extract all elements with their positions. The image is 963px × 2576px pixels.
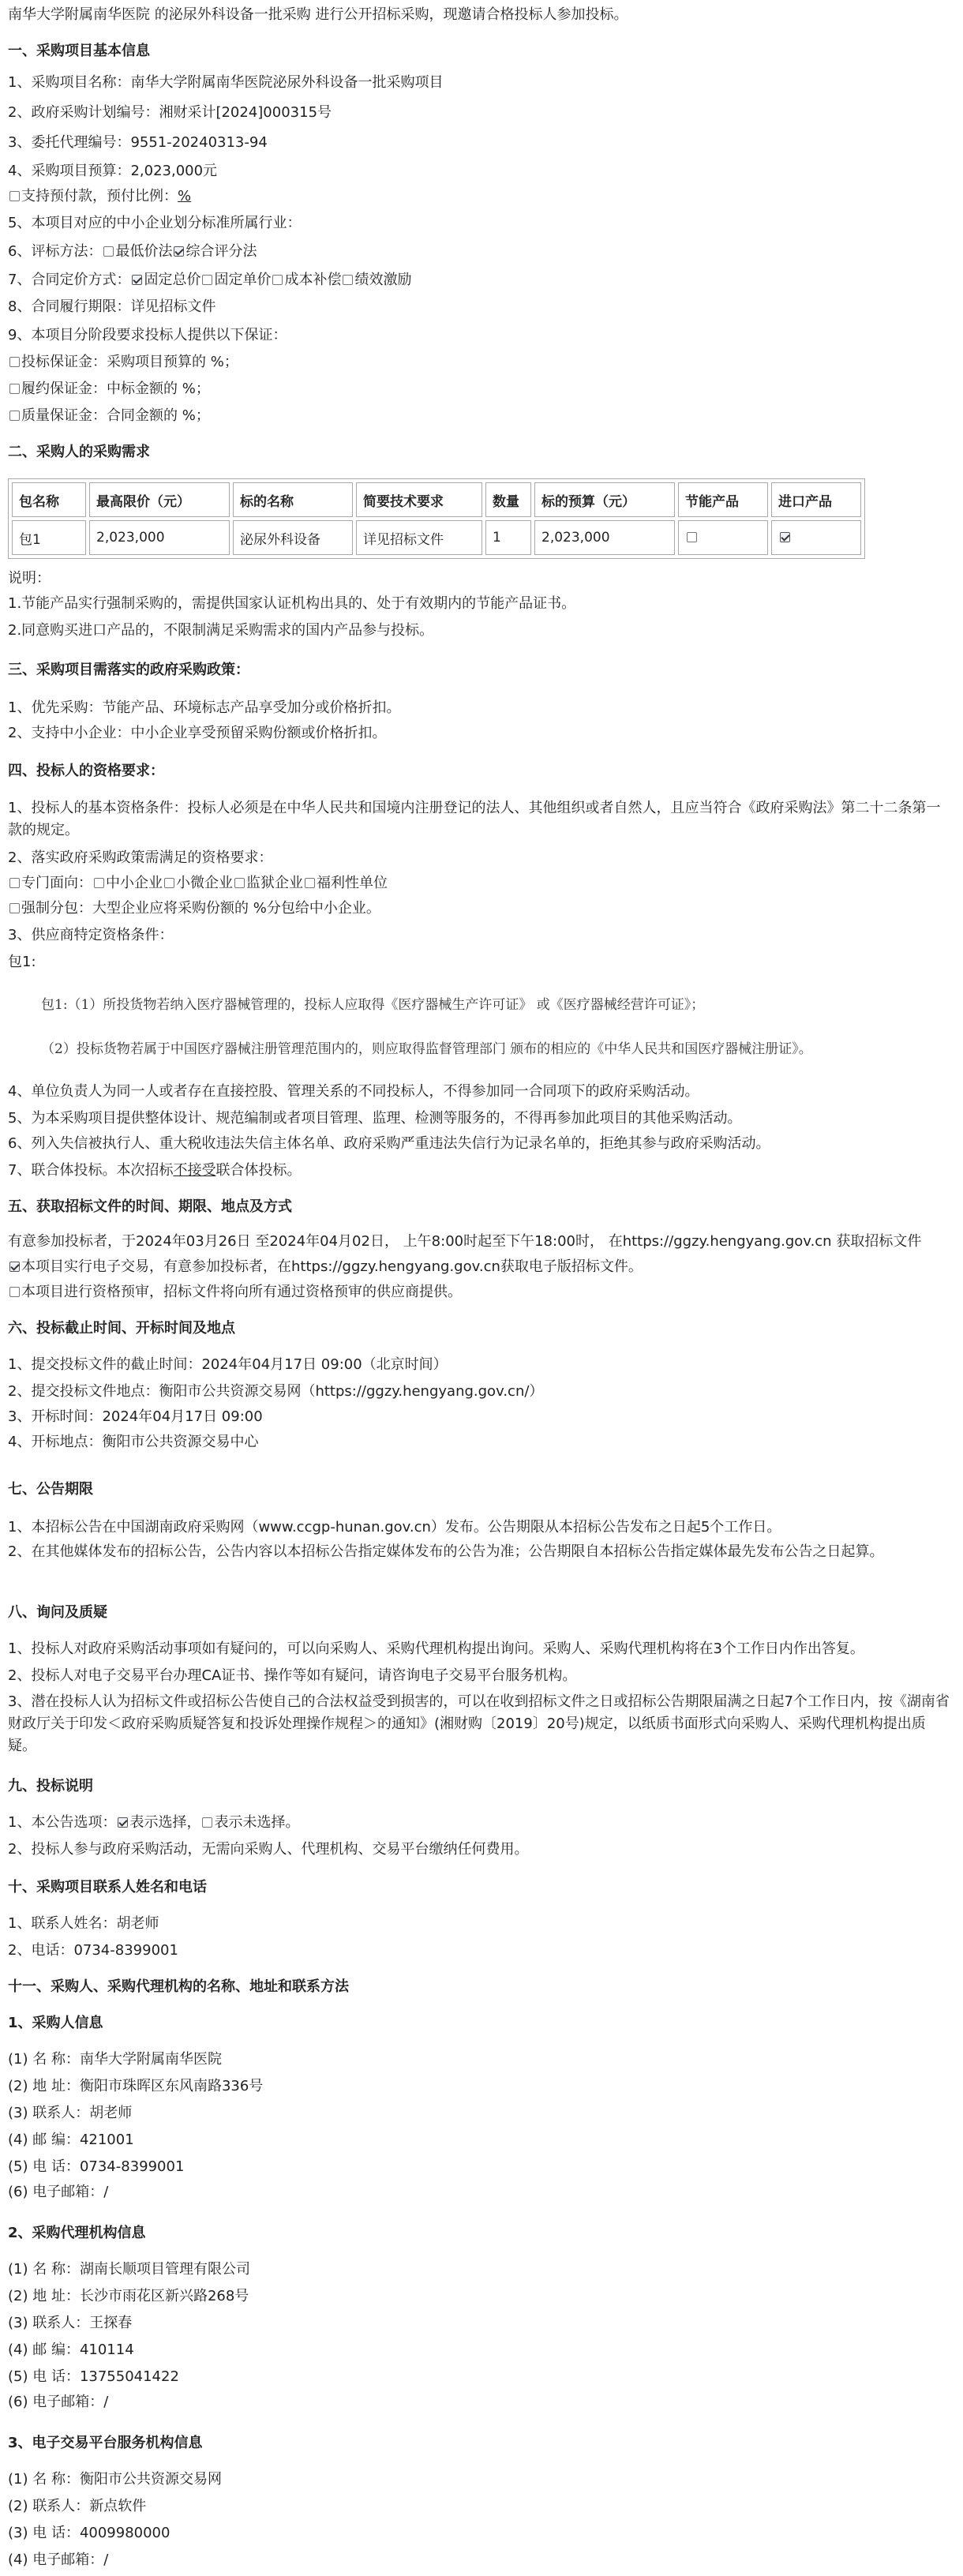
agency-line: (6) 电子邮箱：/ (8, 2394, 109, 2410)
prison-checkbox[interactable] (234, 878, 245, 888)
platform-line: (4) 电子邮箱：/ (8, 2552, 109, 2568)
platform-info-title: 3、电子交易平台服务机构信息 (8, 2435, 203, 2451)
price-fixed-unit-checkbox[interactable] (202, 275, 212, 285)
consortium: 7、联合体投标。本次招标不接受联合体投标。 (8, 1162, 302, 1179)
agency-line: (4) 邮 编：410114 (8, 2342, 134, 2358)
section-11-title: 十一、采购人、采购代理机构的名称、地址和联系方法 (8, 1978, 349, 1995)
purchaser-line: (2) 地 址：衡阳市珠晖区东风南路336号 (8, 2078, 264, 2094)
subcontract: 强制分包：大型企业应将采购份额的 %分包给中小企业。 (8, 898, 380, 919)
inquiry-1: 1、投标人对政府采购活动事项如有疑问的，可以向采购人、采购代理机构提出询问。采购人、采购代理机构将在3个工作日内作出答复。 (8, 1640, 864, 1657)
section-8-title: 八、询问及质疑 (8, 1604, 107, 1621)
contact-name: 1、联系人姓名：胡老师 (8, 1915, 159, 1932)
col-header: 包名称 (12, 482, 86, 517)
imported-product-checkbox[interactable] (780, 532, 790, 542)
section-2-title: 二、采购人的采购需求 (8, 444, 150, 460)
contract-period: 8、合同履行期限：详见招标文件 (8, 298, 216, 315)
table-cell (678, 520, 768, 555)
opening-location: 4、开标地点：衡阳市公共资源交易中心 (8, 1434, 259, 1450)
col-header: 最高限价（元） (89, 482, 230, 517)
guarantee-intro: 9、本项目分阶段要求投标人提供以下保证： (8, 327, 287, 343)
plan-number: 2、政府采购计划编号：湘财采计[2024]000315号 (8, 104, 332, 121)
document-acquisition: 有意参加投标者，于2024年03月26日 至2024年04月02日， 上午8:00时起至下午18:00时， 在https://ggzy.hengyang.gov.cn 获取招标文件 (8, 1233, 922, 1250)
table-cell (771, 520, 861, 555)
agency-info-title: 2、采购代理机构信息 (8, 2225, 146, 2241)
col-header: 简要技术要求 (356, 482, 482, 517)
sme-checkbox[interactable] (94, 878, 104, 888)
purchaser-line: (1) 名 称：南华大学附属南华医院 (8, 2051, 222, 2068)
section-4-title: 四、投标人的资格要求： (8, 763, 164, 779)
section-6-title: 六、投标截止时间、开标时间及地点 (8, 1320, 235, 1337)
price-performance-checkbox[interactable] (343, 275, 353, 285)
legend-checked-box (118, 1817, 128, 1828)
agency-line: (1) 名 称：湖南长顺项目管理有限公司 (8, 2261, 250, 2278)
agency-line: (2) 地 址：长沙市雨花区新兴路268号 (8, 2288, 249, 2304)
section-5-title: 五、获取招标文件的时间、期限、地点及方式 (8, 1198, 292, 1215)
qualification-5: 5、为本采购项目提供整体设计、规范编制或者项目管理、监理、检测等服务的，不得再参加此项目的其他采购活动。 (8, 1110, 742, 1127)
package-requirement-1: 包1:（1）所投货物若纳入医疗器械管理的，投标人应取得《医疗器械生产许可证》 或《医疗器械经营许可证》； (41, 997, 705, 1013)
performance-bond-checkbox[interactable] (9, 384, 20, 394)
electronic-trading-checkbox[interactable] (9, 1262, 20, 1272)
col-header: 数量 (485, 482, 531, 517)
table-header-row (12, 482, 861, 517)
platform-line: (3) 电 话：4009980000 (8, 2525, 170, 2541)
table-row (12, 520, 861, 555)
package-label: 包1: (8, 954, 36, 970)
quality-bond: 质量保证金：合同金额的 %； (8, 406, 210, 426)
prequalification-checkbox[interactable] (9, 1287, 20, 1297)
basic-qualification: 1、投标人的基本资格条件：投标人必须是在中华人民共和国境内注册登记的法人、其他组织或者自然人，且应当符合《政府采购法》第二十二条第一款的规定。 (8, 800, 941, 838)
col-header: 节能产品 (678, 482, 768, 517)
purchaser-info-title: 1、采购人信息 (8, 2015, 103, 2031)
package-requirement-2: （2）投标货物若属于中国医疗器械注册管理范围内的，则应取得监督管理部门 颁布的相应的《中华人民共和国医疗器械注册证》。 (41, 1041, 812, 1057)
publication-1: 1、本招标公告在中国湖南政府采购网（www.ccgp-hunan.gov.cn）发布。公告期限从本招标公告发布之日起5个工作日。 (8, 1519, 781, 1535)
legend-unchecked-box (202, 1817, 212, 1828)
special-oriented: 专门面向： 中小企业 小微企业 监狱企业 福利性单位 (8, 873, 388, 894)
eval-comprehensive-checkbox[interactable] (174, 246, 184, 257)
agency-number: 3、委托代理编号：9551-20240313-94 (8, 134, 268, 151)
inquiry-3: 3、潜在投标人认为招标文件或招标公告使自己的合法权益受到损害的，可以在收到招标文件之日或招标公告期限届满之日起7个工作日内，按《湖南省财政厅关于印发＜政府采购质疑答复和投诉处理操作规程＞的通知》(湘财购〔2019〕20号)规定，以纸质书面形式向采购人、采购代理机构提出质疑。 (8, 1693, 950, 1754)
col-header: 进口产品 (771, 482, 861, 517)
qualification-4: 4、单位负责人为同一人或者存在直接控股、管理关系的不同投标人，不得参加同一合同项下的政府采购活动。 (8, 1083, 699, 1100)
col-header: 标的名称 (233, 482, 353, 517)
quality-bond-checkbox[interactable] (9, 411, 20, 421)
platform-line: (1) 名 称：衡阳市公共资源交易网 (8, 2471, 222, 2488)
contact-phone: 2、电话：0734-8399001 (8, 1942, 178, 1959)
note-1: 1.节能产品实行强制采购的，需提供国家认证机构出具的、处于有效期内的节能产品证书。 (8, 595, 576, 612)
section-9-title: 九、投标说明 (8, 1778, 93, 1794)
industry-standard: 5、本项目对应的中小企业划分标准所属行业： (8, 215, 302, 231)
project-budget: 4、采购项目预算：2,023,000元 (8, 163, 218, 179)
agency-line: (3) 联系人：王探春 (8, 2315, 133, 2331)
policy-2: 2、支持中小企业：中小企业享受预留采购份额或价格折扣。 (8, 725, 387, 741)
procurement-table (8, 478, 865, 559)
advance-payment-checkbox[interactable] (9, 191, 20, 201)
qualification-6: 6、列入失信被执行人、重大税收违法失信主体名单、政府采购严重违法失信行为记录名单的，拒绝其参与政府采购活动。 (8, 1135, 770, 1152)
agency-line: (5) 电 话：13755041422 (8, 2368, 179, 2385)
bid-bond: 投标保证金：采购项目预算的 %； (8, 352, 238, 373)
special-checkbox[interactable] (9, 878, 20, 888)
submission-location: 2、提交投标文件地点：衡阳市公共资源交易网（https://ggzy.hengyang.gov.cn/） (8, 1383, 544, 1400)
legend-line: 1、本公告选项： 表示选择， 表示未选择。 (8, 1814, 300, 1831)
bid-bond-checkbox[interactable] (9, 357, 20, 367)
publication-2: 2、在其他媒体发布的招标公告，公告内容以本招标公告指定媒体发布的公告为准；公告期限自本招标公告指定媒体最先发布公告之日起算。 (8, 1543, 884, 1560)
price-fixed-total-checkbox[interactable] (132, 275, 142, 285)
eval-lowest-price-checkbox[interactable] (103, 246, 114, 257)
project-name: 1、采购项目名称：南华大学附属南华医院泌尿外科设备一批采购项目 (8, 74, 444, 91)
submission-deadline: 1、提交投标文件的截止时间：2024年04月17日 09:00（北京时间） (8, 1356, 448, 1373)
table-cell: 2,023,000 (89, 520, 230, 555)
subcontract-checkbox[interactable] (9, 903, 20, 913)
note-title: 说明： (8, 570, 51, 587)
specific-qualification: 3、供应商特定资格条件： (8, 927, 174, 943)
table-cell: 1 (485, 520, 531, 555)
section-7-title: 七、公告期限 (8, 1481, 93, 1498)
prequalification: 本项目进行资格预审，招标文件将向所有通过资格预审的供应商提供。 (8, 1282, 462, 1303)
no-fee: 2、投标人参与政府采购活动，无需向采购人、代理机构、交易平台缴纳任何费用。 (8, 1841, 529, 1858)
policy-1: 1、优先采购：节能产品、环境标志产品享受加分或价格折扣。 (8, 699, 401, 716)
micro-checkbox[interactable] (164, 878, 174, 888)
energy-saving-checkbox[interactable] (687, 532, 697, 542)
electronic-trading: 本项目实行电子交易，有意参加投标者，在https://ggzy.hengyang.gov.cn获取电子版招标文件。 (8, 1257, 643, 1277)
intro-text: 南华大学附属南华医院 的泌尿外科设备一批采购 进行公开招标采购，现邀请合格投标人参加投标。 (8, 6, 628, 23)
col-header: 标的预算（元） (534, 482, 675, 517)
contract-pricing: 7、合同定价方式： 固定总价 固定单价 成本补偿 绩效激励 (8, 272, 412, 288)
section-1-title: 一、采购项目基本信息 (8, 43, 150, 59)
section-3-title: 三、采购项目需落实的政府采购政策： (8, 662, 249, 678)
performance-bond: 履约保证金：中标金额的 %； (8, 379, 210, 399)
table-cell: 详见招标文件 (356, 520, 482, 555)
opening-time: 3、开标时间：2024年04月17日 09:00 (8, 1408, 263, 1425)
inquiry-2: 2、投标人对电子交易平台办理CA证书、操作等如有疑问，请咨询电子交易平台服务机构。 (8, 1667, 577, 1684)
evaluation-method: 6、评标方法： 最低价法 综合评分法 (8, 243, 257, 260)
purchaser-line: (3) 联系人：胡老师 (8, 2105, 133, 2121)
welfare-checkbox[interactable] (305, 878, 315, 888)
table-cell: 泌尿外科设备 (233, 520, 353, 555)
price-cost-checkbox[interactable] (272, 275, 283, 285)
section-10-title: 十、采购项目联系人姓名和电话 (8, 1879, 207, 1895)
table-cell: 2,023,000 (534, 520, 675, 555)
table-cell: 包1 (12, 520, 86, 555)
purchaser-line: (5) 电 话：0734-8399001 (8, 2158, 185, 2175)
platform-line: (2) 联系人：新点软件 (8, 2498, 147, 2514)
purchaser-line: (4) 邮 编：421001 (8, 2132, 134, 2148)
advance-payment: 支持预付款，预付比例：% (8, 186, 191, 207)
note-2: 2.同意购买进口产品的，不限制满足采购需求的国内产品参与投标。 (8, 622, 434, 639)
purchaser-line: (6) 电子邮箱：/ (8, 2184, 109, 2200)
policy-qualification: 2、落实政府采购政策需满足的资格要求： (8, 849, 273, 866)
